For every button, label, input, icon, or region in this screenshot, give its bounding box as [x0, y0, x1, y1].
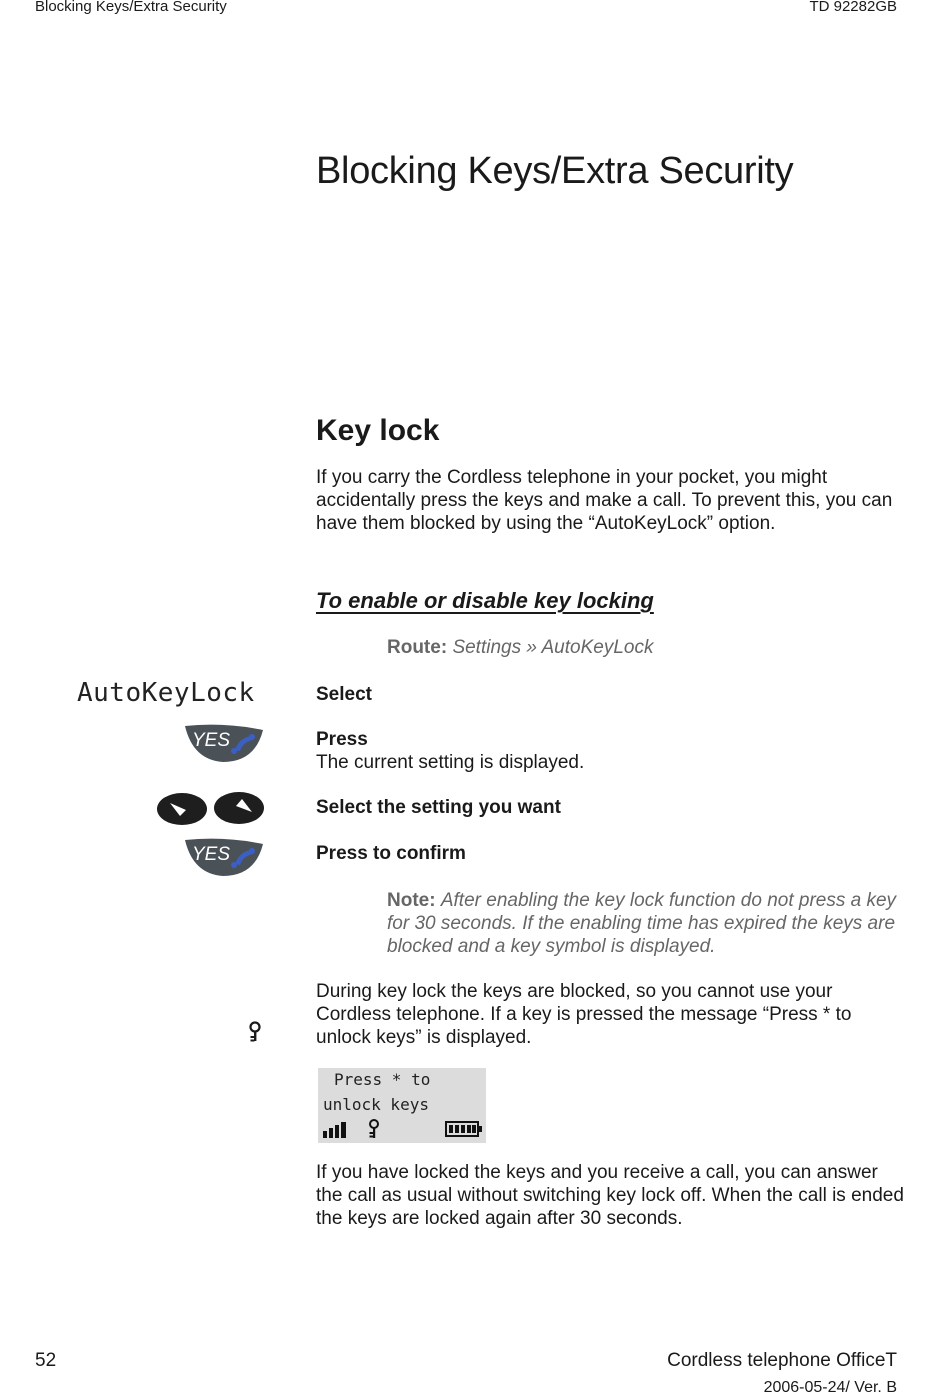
step-select-setting: Select the setting you want: [316, 797, 561, 818]
page-title: Blocking Keys/Extra Security: [316, 150, 794, 192]
route-value: Settings » AutoKeyLock: [452, 637, 654, 658]
note-text: After enabling the key lock function do not press a key for 30 seconds. If the enabling time has expired the keys are blocked and a key symbol is displayed.: [387, 890, 897, 957]
key-icon: [368, 1119, 380, 1139]
step-press-description: The current setting is displayed.: [316, 752, 585, 773]
key-icon: [248, 1021, 262, 1043]
step-confirm: Press to confirm: [316, 843, 466, 864]
route: [387, 637, 653, 659]
version-date: 2006-05-24/ Ver. B: [763, 1379, 897, 1396]
running-header-title: Blocking Keys/Extra Security: [35, 0, 227, 15]
step-press: Press: [316, 729, 368, 750]
yes-key-label: YES: [192, 844, 231, 865]
note-label: Note:: [387, 890, 436, 911]
page-number: 52: [35, 1350, 57, 1371]
intro-paragraph: If you carry the Cordless telephone in your pocket, you might accidentally press the keys and make a call. To prevent this, you can have them blocked by using the “AutoKeyLock” option.: [316, 467, 893, 534]
product-name: Cordless telephone OfficeT: [667, 1350, 897, 1371]
navigation-keys-icon: [156, 790, 266, 828]
note: [387, 889, 907, 958]
display-line-1: Press * to: [334, 1070, 431, 1089]
document-number: TD 92282GB: [809, 0, 897, 15]
section-heading: Key lock: [316, 414, 440, 447]
incoming-call-paragraph: If you have locked the keys and you receive a call, you can answer the call as usual without switching key lock off. When the call is ended the keys are locked again after 30 seconds.: [316, 1162, 904, 1229]
display-line-2: unlock keys: [323, 1095, 429, 1114]
step-select: Select: [316, 684, 372, 705]
yes-key-icon: [183, 722, 265, 764]
display-autokeylock: AutoKeyLock: [77, 678, 255, 708]
signal-strength-icon: [323, 1121, 351, 1139]
route-label: Route:: [387, 637, 448, 658]
procedure-heading: To enable or disable key locking: [316, 588, 654, 613]
battery-icon: [445, 1121, 483, 1137]
key-lock-paragraph: During key lock the keys are blocked, so you cannot use your Cordless telephone. If a key is pressed the message “Press * to unlock keys” is displayed.: [316, 981, 852, 1048]
yes-key-icon: [183, 836, 265, 878]
yes-key-label: YES: [192, 730, 231, 751]
phone-display: [318, 1068, 486, 1143]
